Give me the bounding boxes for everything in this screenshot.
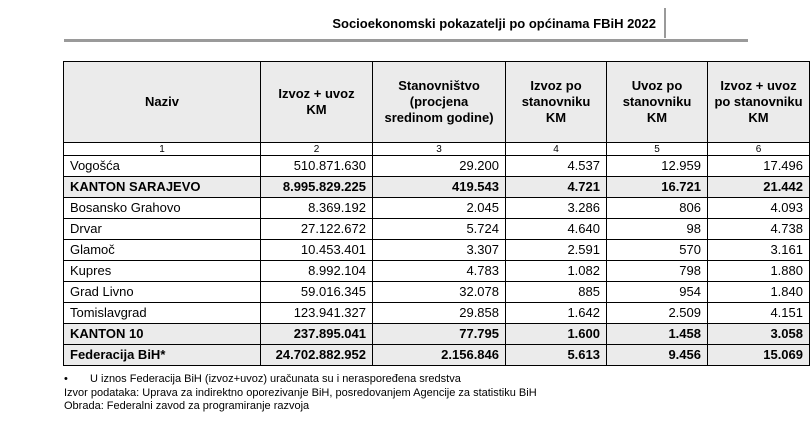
- cell-ukupno-po-stanovniku: 15.069: [708, 345, 810, 366]
- table-row-total: [64, 324, 810, 345]
- column-header-izvoz-uvoz: Izvoz + uvoz KM: [261, 62, 373, 143]
- cell-uvoz-po-stanovniku: 2.509: [607, 303, 708, 324]
- column-header-naziv: Naziv: [64, 62, 261, 143]
- cell-uvoz-po-stanovniku: 1.458: [607, 324, 708, 345]
- column-number: 1: [64, 143, 261, 156]
- bullet-icon: •: [64, 373, 68, 385]
- indicators-table: [63, 61, 810, 366]
- cell-uvoz-po-stanovniku: 954: [607, 282, 708, 303]
- table-row-total: [64, 177, 810, 198]
- cell-izvoz-po-stanovniku: 4.721: [506, 177, 607, 198]
- cell-izvoz-uvoz: 510.871.630: [261, 156, 373, 177]
- cell-ukupno-po-stanovniku: 1.880: [708, 261, 810, 282]
- cell-stanovnistvo: 4.783: [373, 261, 506, 282]
- row-name: KANTON 10: [64, 324, 261, 345]
- table-row: [64, 156, 810, 177]
- page-title: Socioekonomski pokazatelji po općinama FBiH 2022: [332, 16, 656, 31]
- column-number: 3: [373, 143, 506, 156]
- column-number: 2: [261, 143, 373, 156]
- table-row: [64, 282, 810, 303]
- cell-izvoz-po-stanovniku: 5.613: [506, 345, 607, 366]
- cell-stanovnistvo: 2.156.846: [373, 345, 506, 366]
- column-header-izvoz-po-stanovniku: Izvoz po stanovniku KM: [506, 62, 607, 143]
- table-row: [64, 261, 810, 282]
- cell-izvoz-po-stanovniku: 1.642: [506, 303, 607, 324]
- table-row-total: [64, 345, 810, 366]
- cell-izvoz-uvoz: 8.369.192: [261, 198, 373, 219]
- cell-ukupno-po-stanovniku: 4.151: [708, 303, 810, 324]
- header-divider-vertical: [664, 8, 666, 38]
- column-number: 6: [708, 143, 810, 156]
- table-row: [64, 303, 810, 324]
- cell-izvoz-po-stanovniku: 2.591: [506, 240, 607, 261]
- cell-ukupno-po-stanovniku: 3.161: [708, 240, 810, 261]
- table-header-row: [64, 62, 810, 143]
- footnote-source: Izvor podataka: Uprava za indirektno oporezivanje BiH, posredovanjem Agencije za statistiku BiH: [64, 386, 537, 399]
- cell-izvoz-uvoz: 123.941.327: [261, 303, 373, 324]
- footnote-bullet: [64, 373, 537, 387]
- row-name: Grad Livno: [64, 282, 261, 303]
- cell-izvoz-uvoz: 8.995.829.225: [261, 177, 373, 198]
- page-header: [64, 8, 748, 42]
- column-header-uvoz-po-stanovniku: Uvoz po stanovniku KM: [607, 62, 708, 143]
- column-header-stanovnistvo: Stanovništvo (procjena sredinom godine): [373, 62, 506, 143]
- cell-izvoz-uvoz: 237.895.041: [261, 324, 373, 345]
- row-name: Bosansko Grahovo: [64, 198, 261, 219]
- row-name: Kupres: [64, 261, 261, 282]
- cell-izvoz-po-stanovniku: 3.286: [506, 198, 607, 219]
- footnotes: [64, 373, 537, 414]
- cell-ukupno-po-stanovniku: 1.840: [708, 282, 810, 303]
- footnote-processing: Obrada: Federalni zavod za programiranje razvoja: [64, 400, 310, 412]
- cell-izvoz-uvoz: 27.122.672: [261, 219, 373, 240]
- cell-stanovnistvo: 2.045: [373, 198, 506, 219]
- column-number: 4: [506, 143, 607, 156]
- table-row: [64, 240, 810, 261]
- cell-uvoz-po-stanovniku: 16.721: [607, 177, 708, 198]
- cell-stanovnistvo: 5.724: [373, 219, 506, 240]
- table-row: [64, 198, 810, 219]
- cell-izvoz-po-stanovniku: 1.082: [506, 261, 607, 282]
- cell-stanovnistvo: 419.543: [373, 177, 506, 198]
- cell-izvoz-uvoz: 24.702.882.952: [261, 345, 373, 366]
- cell-ukupno-po-stanovniku: 3.058: [708, 324, 810, 345]
- column-number: 5: [607, 143, 708, 156]
- row-name: Federacija BiH*: [64, 345, 261, 366]
- cell-stanovnistvo: 32.078: [373, 282, 506, 303]
- cell-stanovnistvo: 29.858: [373, 303, 506, 324]
- cell-uvoz-po-stanovniku: 570: [607, 240, 708, 261]
- cell-stanovnistvo: 3.307: [373, 240, 506, 261]
- cell-uvoz-po-stanovniku: 98: [607, 219, 708, 240]
- header-divider-horizontal: [64, 39, 748, 42]
- table-row: [64, 219, 810, 240]
- cell-izvoz-po-stanovniku: 4.537: [506, 156, 607, 177]
- cell-ukupno-po-stanovniku: 17.496: [708, 156, 810, 177]
- row-name: Vogošća: [64, 156, 261, 177]
- cell-izvoz-po-stanovniku: 1.600: [506, 324, 607, 345]
- cell-ukupno-po-stanovniku: 4.738: [708, 219, 810, 240]
- cell-uvoz-po-stanovniku: 806: [607, 198, 708, 219]
- column-number-row: [64, 143, 810, 156]
- cell-ukupno-po-stanovniku: 21.442: [708, 177, 810, 198]
- column-header-izvoz-uvoz-po-stanovniku: Izvoz + uvoz po stanovniku KM: [708, 62, 810, 143]
- cell-izvoz-po-stanovniku: 4.640: [506, 219, 607, 240]
- row-name: KANTON SARAJEVO: [64, 177, 261, 198]
- cell-izvoz-uvoz: 8.992.104: [261, 261, 373, 282]
- row-name: Glamoč: [64, 240, 261, 261]
- cell-stanovnistvo: 77.795: [373, 324, 506, 345]
- cell-ukupno-po-stanovniku: 4.093: [708, 198, 810, 219]
- cell-stanovnistvo: 29.200: [373, 156, 506, 177]
- footnote-bullet-text: U iznos Federacija BiH (izvoz+uvoz) uračunata su i neraspoređena sredstva: [90, 373, 461, 385]
- cell-izvoz-uvoz: 10.453.401: [261, 240, 373, 261]
- cell-izvoz-po-stanovniku: 885: [506, 282, 607, 303]
- cell-uvoz-po-stanovniku: 798: [607, 261, 708, 282]
- cell-izvoz-uvoz: 59.016.345: [261, 282, 373, 303]
- row-name: Tomislavgrad: [64, 303, 261, 324]
- row-name: Drvar: [64, 219, 261, 240]
- cell-uvoz-po-stanovniku: 12.959: [607, 156, 708, 177]
- cell-uvoz-po-stanovniku: 9.456: [607, 345, 708, 366]
